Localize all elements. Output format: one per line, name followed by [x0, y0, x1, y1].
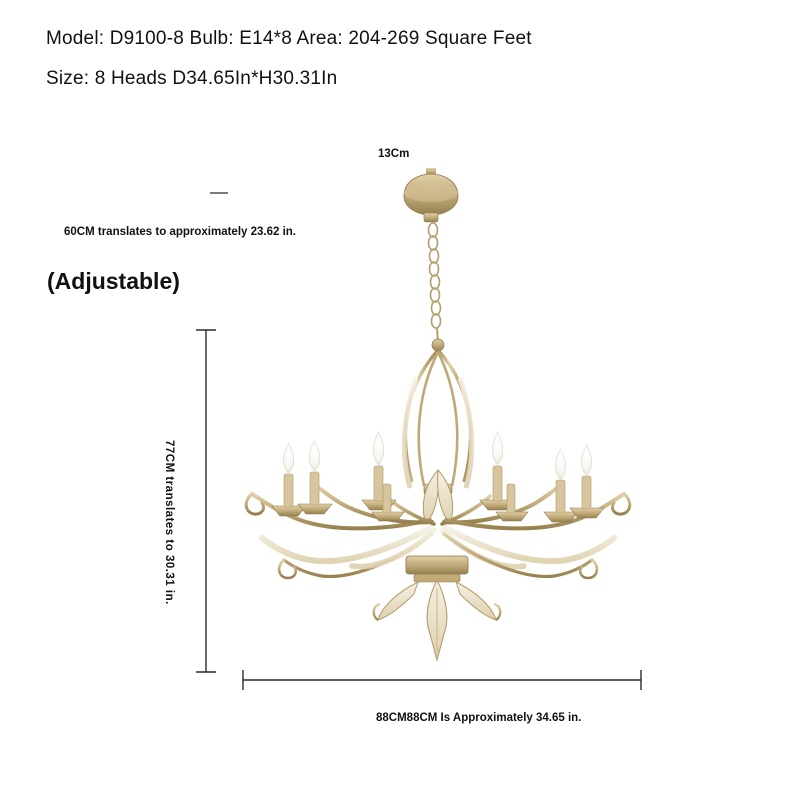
ceiling-canopy [404, 168, 458, 222]
canopy-width-label: 13Cm [378, 148, 410, 160]
product-spec-line-2: Size: 8 Heads D34.65In*H30.31In [46, 68, 338, 89]
adjustable-label: (Adjustable) [47, 268, 180, 294]
height-dimension-label: 77CM translates to 30.31 in. [163, 440, 175, 605]
candle-lamp-2 [298, 441, 332, 514]
product-spec-line-1: Model: D9100-8 Bulb: E14*8 Area: 204-269 Square Feet [46, 28, 532, 49]
chandelier-upper-cage [404, 339, 471, 560]
candle-lamp-8 [570, 445, 604, 518]
width-dimension-label: 88CM88CM Is Approximately 34.65 in. [376, 712, 582, 724]
chandelier-finial [374, 556, 501, 660]
chain-length-note: 60CM translates to approximately 23.62 in. [64, 226, 297, 238]
suspension-chain [429, 223, 441, 344]
